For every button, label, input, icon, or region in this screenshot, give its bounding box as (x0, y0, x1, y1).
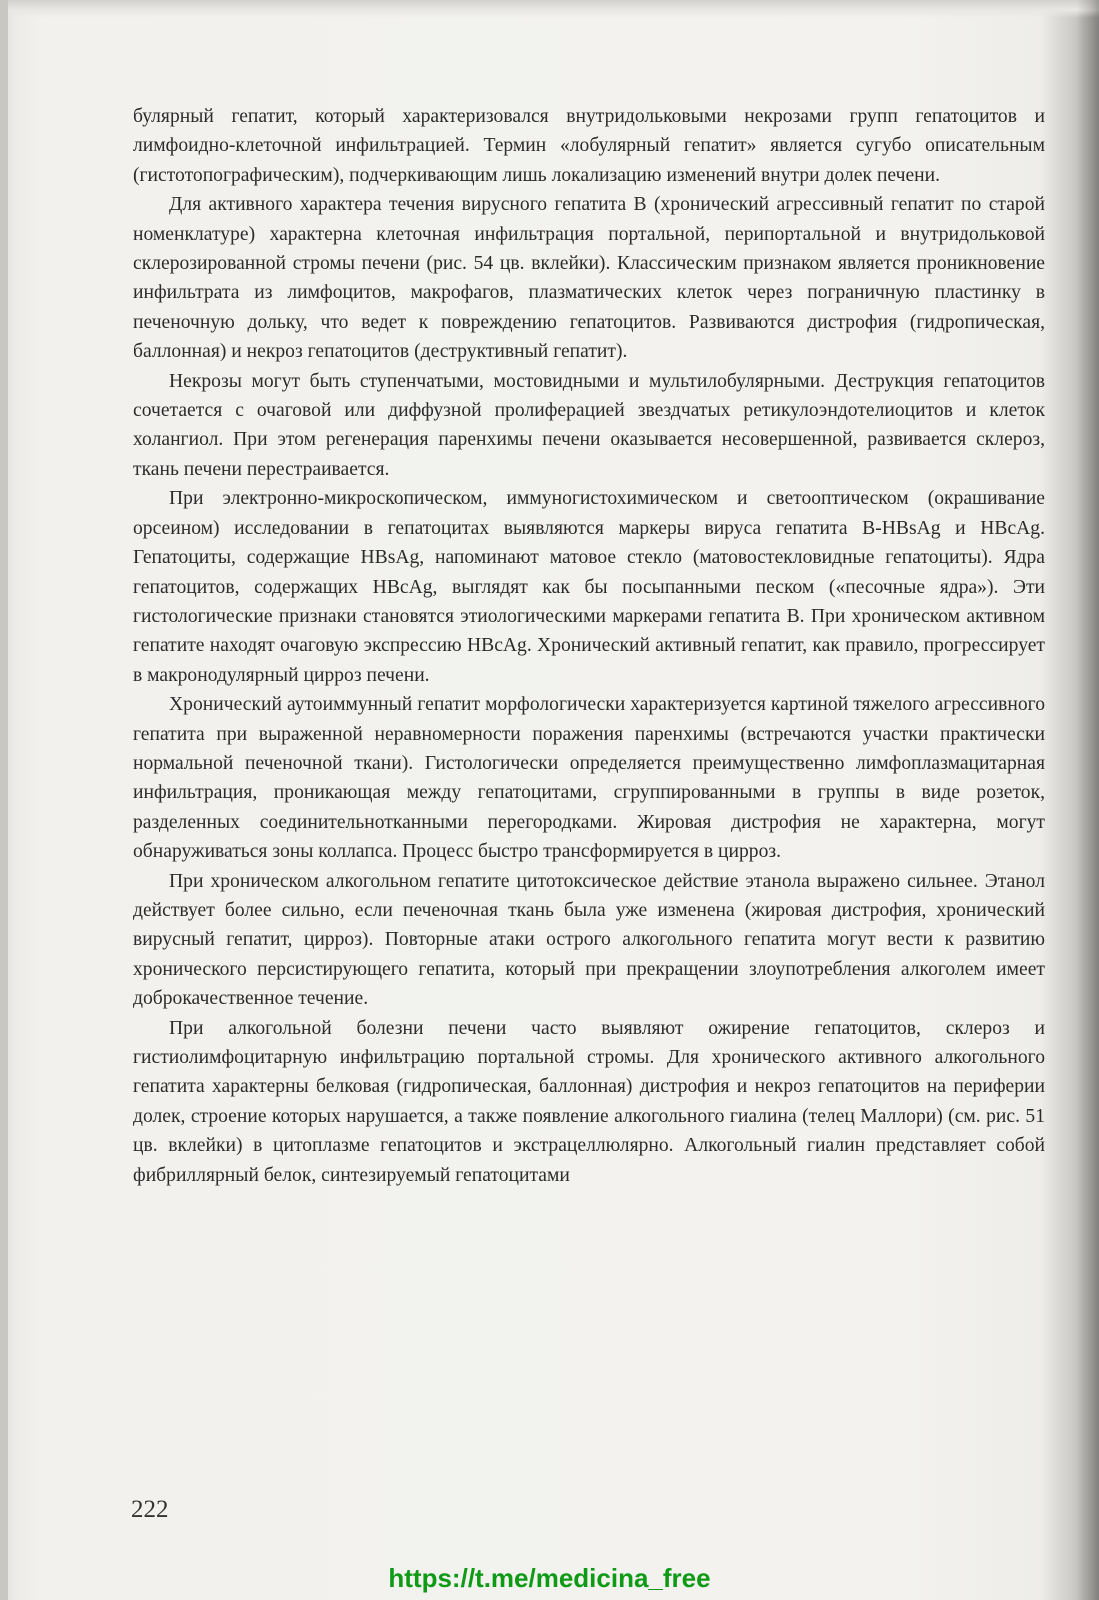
paragraph-1-continued: булярный гепатит, который характеризовался внутридольковыми некрозами групп гепатоцитов и лимфоидно-клеточной инфильтрацией. Термин «лобулярный гепатит» является сугубо описательным (гистотопографическим), подчеркивающим лишь локализацию изменений внутри долек печени. (133, 106, 1045, 186)
page-binding-shadow (1077, 0, 1099, 1600)
page-left-edge (0, 0, 8, 1600)
page-number: 222 (131, 1496, 169, 1523)
watermark-link[interactable]: https://t.me/medicina_free (388, 1563, 711, 1593)
body-text (133, 102, 1045, 1190)
paragraph-4: При электронно-микроскопическом, иммуногистохимическом и светооптическом (окрашивание орсеином) исследовании в гепатоцитах выявляются маркеры вируса гепатита В-HBsAg и HBcAg. Гепатоциты, содержащие HBsAg, напоминают матовое стекло (матовостекловидные гепатоциты). Ядра гепатоцитов, содержащих HBcAg, выглядят как бы посыпанными песком («песочные ядра»). Эти гистологические признаки становятся этиологическими маркерами гепатита В. При хроническом активном гепатите находят очаговую экспрессию HBcAg. Хронический активный гепатит, как правило, прогрессирует в макронодулярный цирроз печени. (133, 488, 1045, 686)
paragraph-6: При хроническом алкогольном гепатите цитотоксическое действие этанола выражено сильнее. Этанол действует более сильно, если печеночная ткань была уже изменена (жировая дистрофия, хронический вирусный гепатит, цирроз). Повторные атаки острого алкогольного гепатита могут вести к развитию хронического персистирующего гепатита, который при прекращении злоупотребления алкоголем имеет доброкачественное течение. (133, 870, 1045, 1010)
paragraph-7: При алкогольной болезни печени часто выявляют ожирение гепатоцитов, склероз и гистиолимфоцитарную инфильтрацию портальной стромы. Для хронического активного алкогольного гепатита характерны белковая (гидропическая, баллонная) дистрофия и некроз гепатоцитов на периферии долек, строение которых нарушается, а также появление алкогольного гиалина (телец Маллори) (см. рис. 51 цв. вклейки) в цитоплазме гепатоцитов и экстрацеллюлярно. Алкогольный гиалин представляет собой фибриллярный белок, синтезируемый гепатоцитами (133, 1017, 1045, 1186)
page-top-edge (0, 0, 1099, 18)
paragraph-5: Хронический аутоиммунный гепатит морфологически характеризуется картиной тяжелого агрессивного гепатита при выраженной неравномерности поражения паренхимы (встречаются участки практически нормальной печеночной ткани). Гистологически определяется преимущественно лимфоплазмацитарная инфильтрация, проникающая между гепатоцитами, сгруппированными в группы в виде розеток, разделенных соединительнотканными перегородками. Жировая дистрофия не характерна, могут обнаруживаться зоны коллапса. Процесс быстро трансформируется в цирроз. (133, 694, 1045, 863)
paragraph-3: Некрозы могут быть ступенчатыми, мостовидными и мультилобулярными. Деструкция гепатоцитов сочетается с очаговой или диффузной пролиферацией звездчатых ретикулоэндотелиоцитов и клеток холангиол. При этом регенерация паренхимы печени оказывается несовершенной, развивается склероз, ткань печени перестраивается. (133, 370, 1045, 480)
paragraph-2: Для активного характера течения вирусного гепатита В (хронический агрессивный гепатит по старой номенклатуре) характерна клеточная инфильтрация портальной, перипортальной и внутридольковой склерозированной стромы печени (рис. 54 цв. вклейки). Классическим признаком является проникновение инфильтрата из лимфоцитов, макрофагов, плазматических клеток через пограничную пластинку в печеночную дольку, что ведет к повреждению гепатоцитов. Развиваются дистрофия (гидропическая, баллонная) и некроз гепатоцитов (деструктивный гепатит). (133, 194, 1045, 363)
